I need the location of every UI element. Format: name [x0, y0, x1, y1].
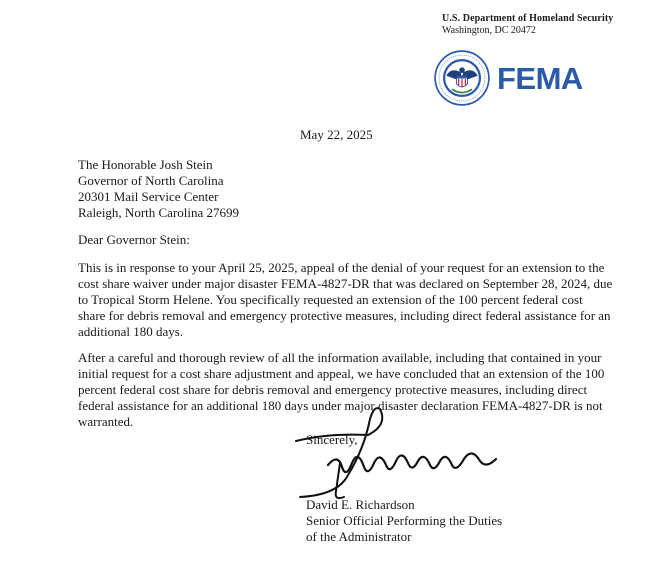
- letter-date: May 22, 2025: [300, 127, 373, 142]
- closing: Sincerely,: [306, 432, 358, 447]
- addressee-line: Raleigh, North Carolina 27699: [78, 205, 240, 220]
- addressee-line: The Honorable Josh Stein: [78, 157, 213, 172]
- fema-wordmark: FEMA: [497, 60, 583, 96]
- addressee-line: 20301 Mail Service Center: [78, 189, 219, 204]
- salutation: Dear Governor Stein:: [78, 232, 190, 247]
- body-paragraph-2: After a careful and thorough review of all the information available, including that contained in your initial request for a cost share adjustment and appeal, we have concluded that an extension of the 100 percent federal cost share for debris removal and emergency protective measures, including direct federal assistance for an additional 180 days under major disaster declaration FEMA-4827-DR is not warranted.: [78, 350, 605, 429]
- handwritten-signature: [278, 405, 518, 505]
- signer-block: [306, 497, 566, 545]
- addressee-line: Governor of North Carolina: [78, 173, 224, 188]
- dhs-seal-icon: [434, 50, 490, 106]
- body-paragraph-1: This is in response to your April 25, 2025, appeal of the denial of your request for an extension to the cost share waiver under major disaster FEMA-4827-DR that was declared on September 28, 2024, due to Tropical Storm Helene. You specifically requested an extension of the 100 percent federal cost share for debris removal and emergency protective measures, including direct federal assistance for an additional 180 days.: [78, 260, 613, 339]
- department-address: Washington, DC 20472: [442, 25, 536, 36]
- signer-title: of the Administrator: [306, 529, 412, 544]
- addressee-block: [78, 157, 378, 221]
- letterhead: [442, 13, 652, 37]
- signer-title: Senior Official Performing the Duties: [306, 513, 503, 528]
- department-name: U.S. Department of Homeland Security: [442, 13, 614, 24]
- fema-logo: [434, 50, 583, 106]
- signer-name: David E. Richardson: [306, 497, 415, 512]
